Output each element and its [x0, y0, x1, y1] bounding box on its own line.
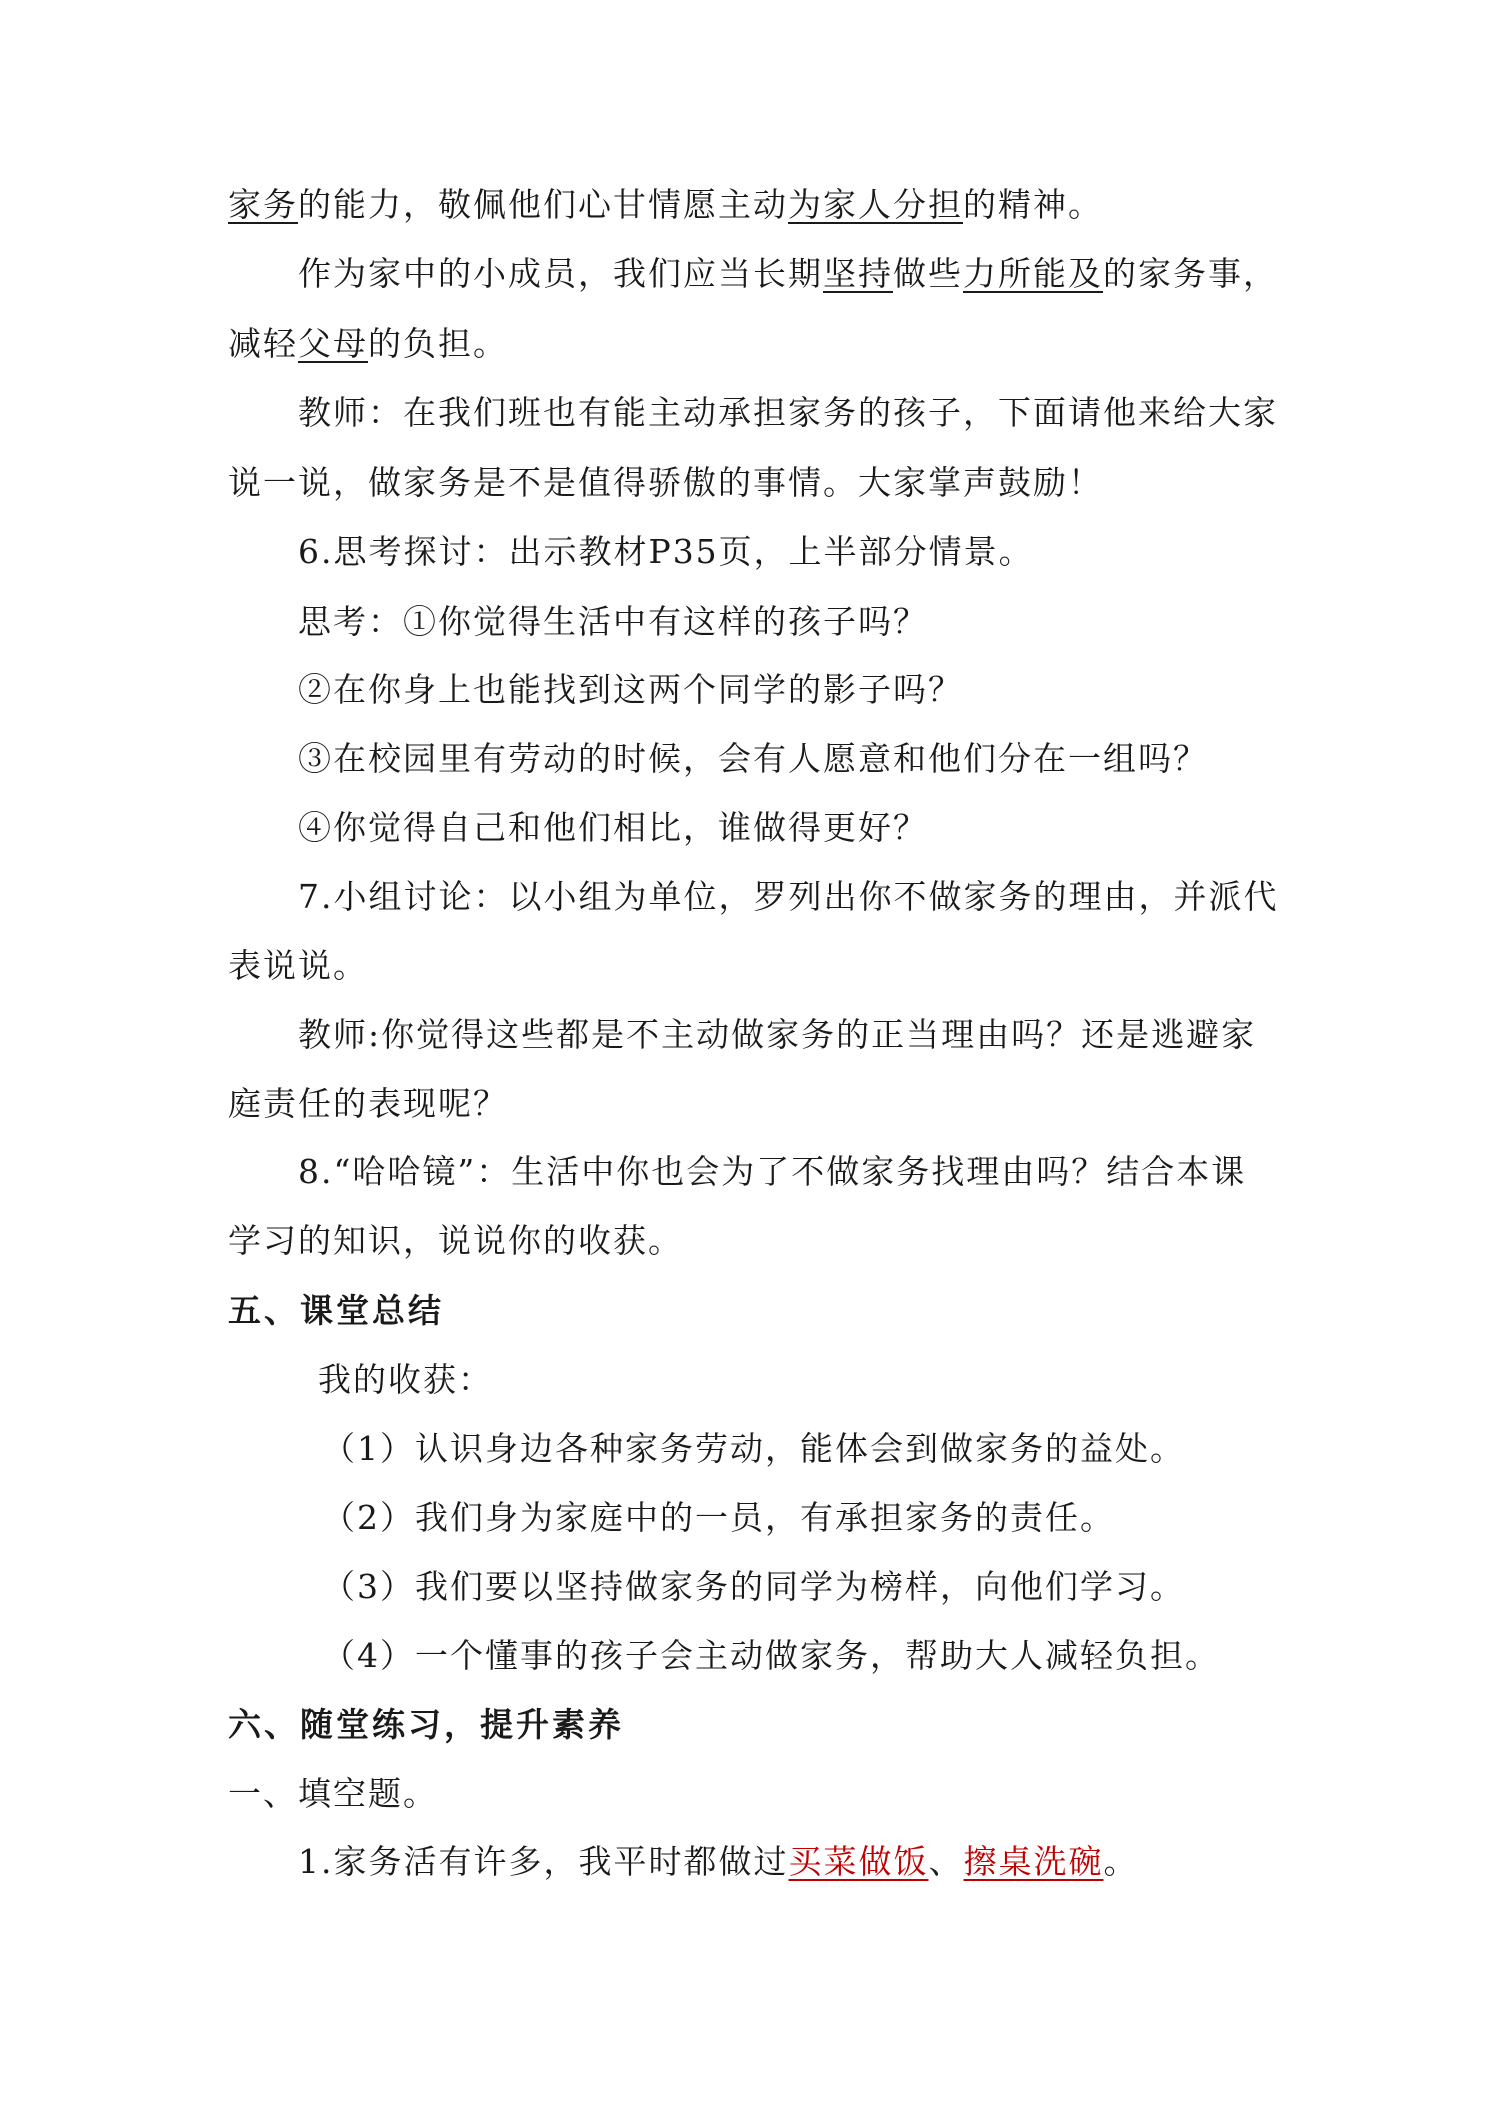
underlined-text: 力所能及 [963, 254, 1103, 293]
answer-text: 买菜做饭 [788, 1842, 929, 1881]
gain-item-2: （2）我们身为家庭中的一员，有承担家务的责任。 [322, 1498, 1115, 1537]
think-question-2: ②在你身上也能找到这两个同学的影子吗？ [298, 670, 963, 709]
body-text: 1.家务活有许多，我平时都做过 [298, 1842, 789, 1881]
answer-text: 擦桌洗碗 [963, 1842, 1104, 1881]
underlined-text: 家务 [228, 185, 298, 224]
step-7-line-cont: 表说说。 [228, 946, 368, 985]
body-text: 的精神。 [963, 185, 1103, 224]
section-heading-5: 五、课堂总结 [228, 1291, 444, 1330]
body-text: 作为家中的小成员，我们应当长期 [298, 254, 823, 293]
teacher-question: 教师:你觉得这些都是不主动做家务的正当理由吗？还是逃避家 [298, 1015, 1257, 1054]
fill-blank-question-1 [298, 1840, 1139, 1884]
paragraph-line-2 [298, 252, 1278, 296]
gain-item-3: （3）我们要以坚持做家务的同学为榜样，向他们学习。 [322, 1567, 1185, 1606]
think-question-1: 思考：①你觉得生活中有这样的孩子吗？ [298, 602, 928, 641]
step-8-line-cont: 学习的知识，说说你的收获。 [228, 1221, 683, 1260]
paragraph-line-1 [228, 183, 1103, 227]
think-question-3: ③在校园里有劳动的时候，会有人愿意和他们分在一组吗？ [298, 739, 1208, 778]
section-heading-6: 六、随堂练习，提升素养 [228, 1705, 624, 1744]
body-text: 、 [928, 1842, 964, 1881]
underlined-text: 坚持 [823, 254, 893, 293]
teacher-question-cont: 庭责任的表现呢？ [228, 1084, 508, 1123]
step-8-line: 8.“哈哈镜”：生活中你也会为了不做家务找理由吗？结合本课 [298, 1152, 1247, 1191]
body-text: 的能力，敬佩他们心甘情愿主动 [298, 185, 788, 224]
teacher-line: 教师：在我们班也有能主动承担家务的孩子，下面请他来给大家 [298, 393, 1278, 432]
underlined-text: 父母 [298, 324, 368, 363]
body-text: 减轻 [228, 324, 298, 363]
think-question-4: ④你觉得自己和他们相比，谁做得更好？ [298, 808, 928, 847]
gain-item-1: （1）认识身边各种家务劳动，能体会到做家务的益处。 [322, 1429, 1185, 1468]
gain-item-4: （4）一个懂事的孩子会主动做家务，帮助大人减轻负担。 [322, 1636, 1220, 1675]
body-text: 做些 [893, 254, 963, 293]
step-6-heading: 6.思考探讨：出示教材P35页，上半部分情景。 [298, 532, 1034, 571]
gains-label: 我的收获： [318, 1360, 493, 1399]
teacher-line-cont: 说一说，做家务是不是值得骄傲的事情。大家掌声鼓励！ [228, 463, 1103, 502]
paragraph-line-3 [228, 322, 508, 366]
body-text: 。 [1103, 1842, 1139, 1881]
underlined-text: 为家人分担 [788, 185, 963, 224]
body-text: 的家务事， [1103, 254, 1278, 293]
step-7-line: 7.小组讨论：以小组为单位，罗列出你不做家务的理由，并派代 [298, 877, 1279, 916]
exercise-type-heading: 一、填空题。 [228, 1774, 438, 1813]
body-text: 的负担。 [368, 324, 508, 363]
